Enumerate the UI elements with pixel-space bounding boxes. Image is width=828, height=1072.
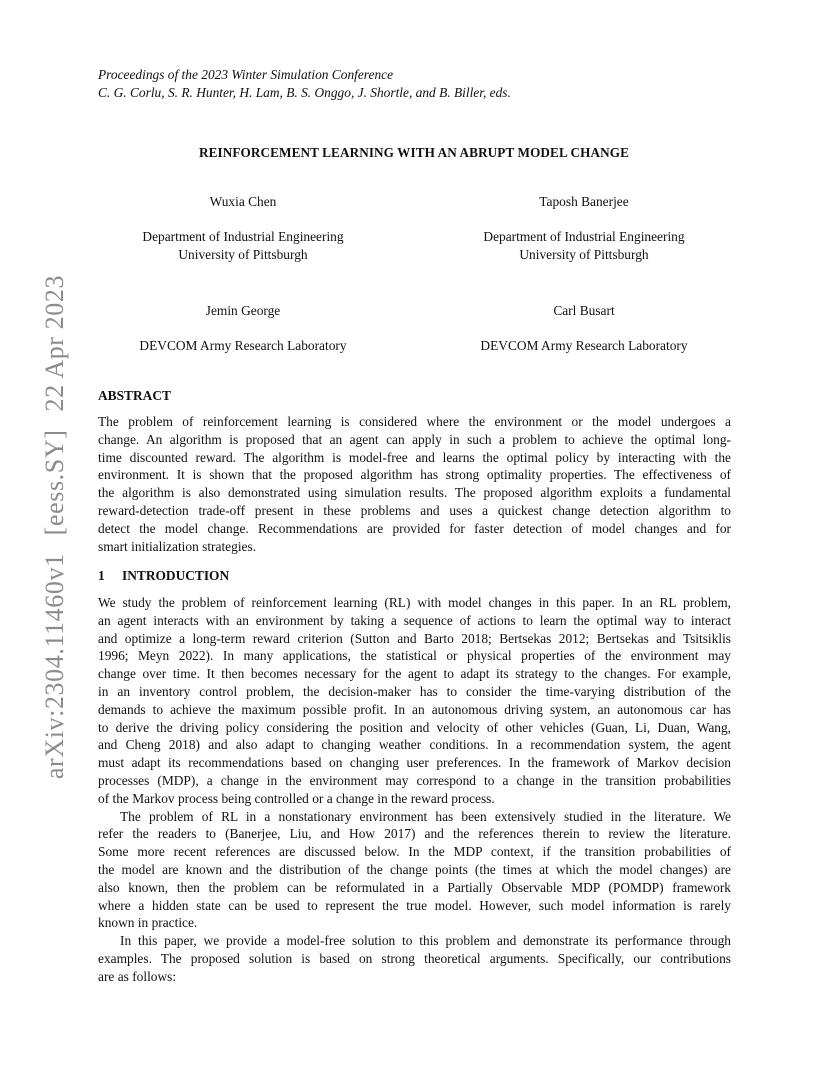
author-block (93, 193, 393, 264)
author-affiliation: DEVCOM Army Research Laboratory (139, 338, 347, 353)
text-line: The problem of RL in a nonstationary environment has been extensively studied in the literature. We (120, 808, 731, 824)
text-line: reward-detection trade-off present in these problems and uses a quickest change detection algorithm to (98, 502, 731, 518)
text-line: smart initialization strategies. (98, 538, 257, 554)
text-line: the algorithm is also demonstrated using simulation results. The proposed algorithm exploits a fundamental (98, 485, 731, 501)
section-number: 1 (98, 568, 105, 583)
author-affiliation: University of Pittsburgh (519, 247, 649, 262)
author-name: Jemin George (205, 303, 281, 318)
text-line: 1996; Meyn 2022). In many applications, the statistical or physical properties of the environment may (98, 648, 731, 664)
text-line: In this paper, we provide a model-free solution to this problem and demonstrate its performance through (120, 933, 731, 949)
section-title: INTRODUCTION (122, 568, 230, 583)
text-line: change over time. It then becomes necessary for the agent to adapt its strategy to the changes. For example, (98, 666, 731, 682)
text-line: time discounted reward. The algorithm is model-free and learns the optimal policy by interacting with the (98, 449, 731, 465)
text-line: change. An algorithm is proposed that an agent can apply in such a problem to achieve the optimal long- (98, 431, 731, 447)
arxiv-date: 22 Apr 2023 (40, 274, 69, 412)
author-affiliation: Department of Industrial Engineering (483, 229, 685, 244)
text-line: are as follows: (98, 968, 177, 984)
text-line: processes (MDP), a change in the environment may correspond to a change in the transition probabilities (98, 772, 731, 788)
author-name: Carl Busart (553, 303, 615, 318)
text-line: The problem of reinforcement learning is considered where the environment or the model undergoes a (98, 414, 731, 429)
text-line: the model are known and the distribution of the change points (the times at which the model changes) are (98, 861, 731, 877)
text-line: known in practice. (98, 915, 198, 931)
author-affiliation: University of Pittsburgh (178, 247, 308, 262)
text-line: of the Markov process being controlled or a change in the reward process. (98, 790, 495, 806)
text-line: also known, then the problem can be reformulated in a Partially Observable MDP (POMDP) framework (98, 879, 731, 895)
author-name: Wuxia Chen (209, 194, 277, 209)
author-block (93, 302, 393, 355)
author-block (434, 302, 734, 355)
text-line: detect the model change. Recommendations are provided for faster detection of model changes and for (98, 520, 731, 536)
text-line: must adapt its recommendations based on changing user preferences. In the framework of Markov decision (98, 755, 731, 771)
arxiv-identifier-stamp (40, 275, 70, 779)
text-line: refer the readers to (Banerjee, Liu, and How 2017) and the references therein to review the literature. (98, 826, 731, 842)
author-affiliation: Department of Industrial Engineering (142, 229, 344, 244)
text-line: examples. The proposed solution is based on strong theoretical arguments. Specifically, our contributions (98, 950, 731, 966)
text-line: in an inventory control problem, the decision-maker has to consider the time-varying distribution of the (98, 683, 731, 699)
abstract-body (98, 413, 731, 555)
author-affiliation: DEVCOM Army Research Laboratory (480, 338, 688, 353)
proceedings-header (98, 66, 511, 102)
text-line: Some more recent references are discussed below. In the MDP context, if the transition probabilities of (98, 844, 731, 860)
paper-title: REINFORCEMENT LEARNING WITH AN ABRUPT MODEL CHANGE (199, 145, 629, 160)
section-heading (98, 568, 229, 584)
abstract-heading: ABSTRACT (98, 388, 171, 403)
proceedings-line-2: C. G. Corlu, S. R. Hunter, H. Lam, B. S. Onggo, J. Shortle, and B. Biller, eds. (98, 85, 511, 100)
text-line: and Cheng 2018) and also adapt to changing weather conditions. In a recommendation system, the agent (98, 737, 731, 753)
text-line: demands to achieve the maximum possible profit. In an autonomous driving system, an autonomous car has (98, 701, 731, 717)
author-name: Taposh Banerjee (539, 194, 629, 209)
author-block (434, 193, 734, 264)
text-line: environment. It is shown that the proposed algorithm has strong optimality properties. The effectiveness of (98, 467, 731, 483)
text-line: an agent interacts with an environment by taking a sequence of actions to learn the optimal way to interact (98, 612, 731, 628)
arxiv-category: [eess.SY] (40, 429, 69, 536)
proceedings-line-1: Proceedings of the 2023 Winter Simulation Conference (98, 67, 394, 82)
text-line: to derive the driving policy considering the position and velocity of other vehicles (Guan, Li, Duan, Wang, (98, 719, 731, 735)
arxiv-id: arXiv:2304.11460v1 (40, 553, 69, 780)
text-line: and optimize a long-term reward criterion (Sutton and Barto 2018; Bertsekas 2012; Bertsekas and Tsitsiklis (98, 630, 731, 646)
text-line: where a hidden state can be used to represent the true model. However, such model information is rarely (98, 897, 731, 913)
intro-body (98, 594, 731, 986)
text-line: We study the problem of reinforcement learning (RL) with model changes in this paper. In an RL problem, (98, 595, 731, 610)
